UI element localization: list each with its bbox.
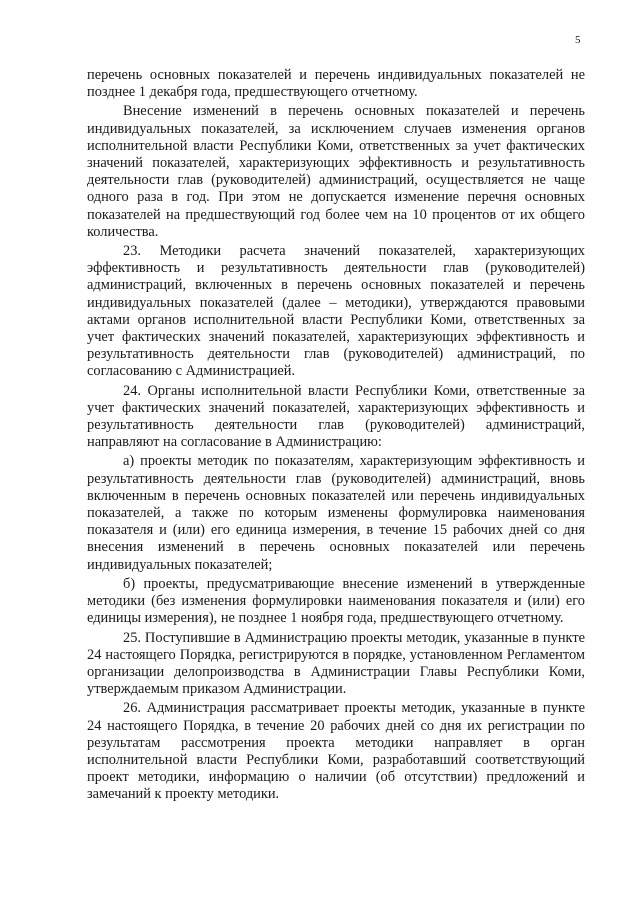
paragraph-changes: Внесение изменений в перечень основных показателей и перечень индивидуальных показателей, за исключением случаев изменения органов исполнительной власти Республики Коми, ответственных за учет фактических значений показателей, характеризующих эффективность и результативность деятельности глав (руководителей) администраций, осуществляется не чаще одного раза в год. При этом не допускается изменение перечня основных показателей на предшествующий год более чем на 10 процентов от их общего количества.: [87, 103, 585, 240]
paragraph-item-26: 26. Администрация рассматривает проекты методик, указанные в пункте 24 настоящего Порядка, в течение 20 рабочих дней со дня их регистрации по результатам рассмотрения проекта методики направляет в орган исполнительной власти Республики Коми, разработавший соответствующий проект методики, информацию о наличии (об отсутствии) предложений и замечаний к проекту методики.: [87, 700, 585, 803]
paragraph-item-24-b: б) проекты, предусматривающие внесение изменений в утвержденные методики (без изменения формулировки наименования показателя и (или) его единицы измерения), не позднее 1 ноября года, предшествующего отчетному.: [87, 575, 585, 627]
page-number: 5: [575, 34, 581, 46]
paragraph-item-24-a: а) проекты методик по показателям, характеризующим эффективность и результативность деятельности глав (руководителей) администраций, вновь включенным в перечень основных показателей или перечень индивидуальных показателей, а также по которым изменены формулировка наименования показателя и (или) его единица измерения, в течение 15 рабочих дней со дня внесения изменений в перечень основных показателей или перечень индивидуальных показателей;: [87, 453, 585, 573]
paragraph-continuation: перечень основных показателей и перечень индивидуальных показателей не позднее 1 декабря года, предшествующего отчетному.: [87, 67, 585, 101]
paragraph-item-24: 24. Органы исполнительной власти Республики Коми, ответственные за учет фактических значений показателей, характеризующих эффективность и результативность деятельности глав (руководителей) администраций, направляют на согласование в Администрацию:: [87, 382, 585, 451]
paragraph-item-23: 23. Методики расчета значений показателей, характеризующих эффективность и результативность деятельности глав (руководителей) администраций, включенных в перечень основных показателей и перечень индивидуальных показателей (далее – методики), утверждаются правовыми актами органов исполнительной власти Республики Коми, ответственных за учет фактических значений показателей, характеризующих эффективность и результативность деятельности глав (руководителей) администраций, по согласованию с Администрацией.: [87, 243, 585, 380]
document-body: [87, 67, 585, 806]
paragraph-item-25: 25. Поступившие в Администрацию проекты методик, указанные в пункте 24 настоящего Порядка, регистрируются в порядке, установленном Регламентом организации делопроизводства в Администрации Главы Республики Коми, утверждаемым приказом Администрации.: [87, 629, 585, 698]
